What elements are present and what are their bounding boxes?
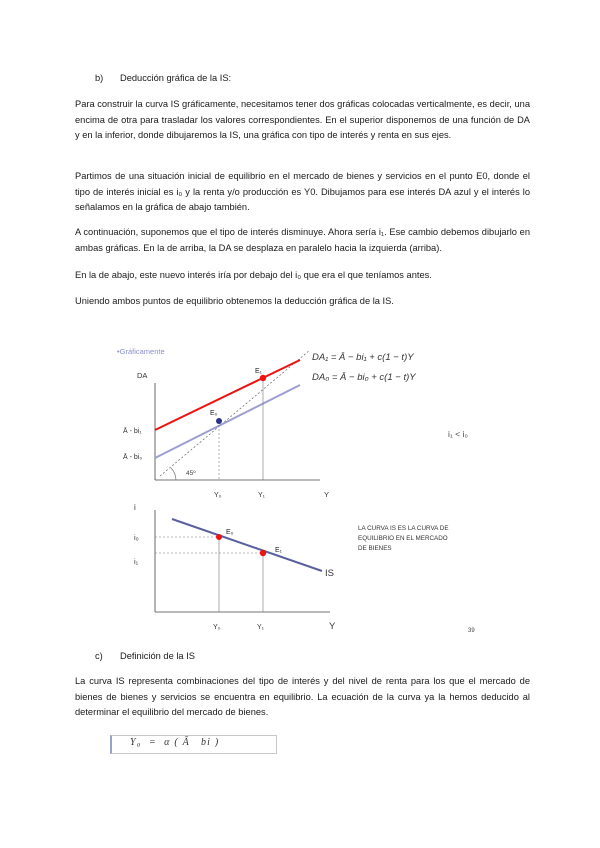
bottom-tick-y0: Y₀ — [213, 624, 221, 631]
bottom-tick-y1: Y₁ — [257, 624, 265, 631]
section-b-title: Deducción gráfica de la IS: — [120, 73, 232, 83]
is-curve — [172, 519, 322, 571]
point-e1-bottom-label: E₁ — [275, 547, 283, 554]
note-line-1: LA CURVA IS ES LA CURVA DE — [358, 525, 449, 532]
point-e1-top-label: E₁ — [255, 368, 263, 375]
da0-equation: DA₀ = Ā − bi₀ + c(1 − t)Y — [312, 372, 416, 383]
section-c-heading — [95, 651, 195, 661]
section-b-number: b) — [95, 73, 104, 83]
paragraph-definition: La curva IS representa combinaciones del tipo de interés y del nivel de renta para los que el mercado de bienes de bienes y servicios se encuentra en equilibrio. La ecuación de la curva ya la hemos deducido al determinar el equilibrio del mercado de bienes. — [75, 676, 530, 718]
note-line-3: DE BIENES — [358, 545, 392, 552]
x-tick-y0-top: Y₀ — [214, 492, 222, 499]
x-tick-y1-top: Y₁ — [258, 492, 266, 499]
paragraph-initial-equilibrium: Partimos de una situación inicial de equilibrio en el mercado de bienes y servicios en el punto E0, donde el tipo de interés inicial es i₀ y la renta y/o producción es Y0. Dibujamos para ese interés DA azul y el interés lo señalamos en la gráfica de abajo también. — [75, 171, 530, 213]
forty-five-degree-line — [160, 350, 310, 476]
point-e0-bottom — [216, 534, 222, 540]
point-e1-bottom — [260, 550, 266, 556]
slide-number: 39 — [468, 628, 475, 634]
equation-text: Y₀ = α ( Ā bi ) — [130, 737, 220, 748]
paragraph-conclusion: Uniendo ambos puntos de equilibrio obtenemos la deducción gráfica de la IS. — [75, 296, 394, 306]
condition-label: i₁ < i₀ — [448, 429, 468, 439]
i-tick-0: i₀ — [134, 533, 139, 542]
figure-caption: •Gráficamente — [117, 347, 165, 356]
point-e0-bottom-label: E₀ — [226, 529, 234, 536]
top-y-axis-label: DA — [137, 371, 148, 380]
angle-label: 45º — [186, 470, 196, 477]
point-e1-top — [260, 375, 266, 381]
bottom-x-axis-label: Y — [329, 621, 336, 632]
paragraph-intro: Para construir la curva IS gráficamente, necesitamos tener dos gráficas colocadas verticalmente, es decir, una encima de otra para trasladar los valores correspondientes. En el superior disponemos de una función de DA y en la inferior, donde dibujaremos la IS, una gráfica con tipo de interés y renta en sus ejes. — [75, 99, 530, 141]
da1-equation: DA₁ = Ā − bi₁ + c(1 − t)Y — [312, 352, 414, 363]
paragraph-lower-graph: En la de abajo, este nuevo interés iría por debajo del i₀ que era el que teníamos antes. — [75, 270, 432, 280]
is-curve-label: IS — [325, 568, 334, 579]
paragraph-interest-drop: A continuación, suponemos que el tipo de interés disminuye. Ahora sería i₁. Ese cambio debemos dibujarlo en ambas gráficas. En la de arriba, la DA se desplaza en paralelo hacia la izquierda (arriba). — [75, 227, 530, 253]
section-c-title: Definición de la IS — [120, 651, 195, 661]
note-line-2: EQUILIBRIO EN EL MERCADO — [358, 535, 448, 542]
point-e0-top — [216, 418, 222, 424]
equation-box — [110, 735, 277, 754]
section-c-number: c) — [95, 651, 103, 661]
top-x-axis-label: Y — [324, 490, 330, 499]
intercept-1-label: Ā - bi₁ — [123, 428, 142, 435]
intercept-0-label: Ā - bi₀ — [123, 454, 143, 461]
point-e0-top-label: E₀ — [210, 410, 218, 417]
angle-arc — [171, 468, 176, 480]
bottom-y-axis-label: i — [134, 503, 136, 512]
i-tick-1: i₁ — [134, 557, 139, 566]
